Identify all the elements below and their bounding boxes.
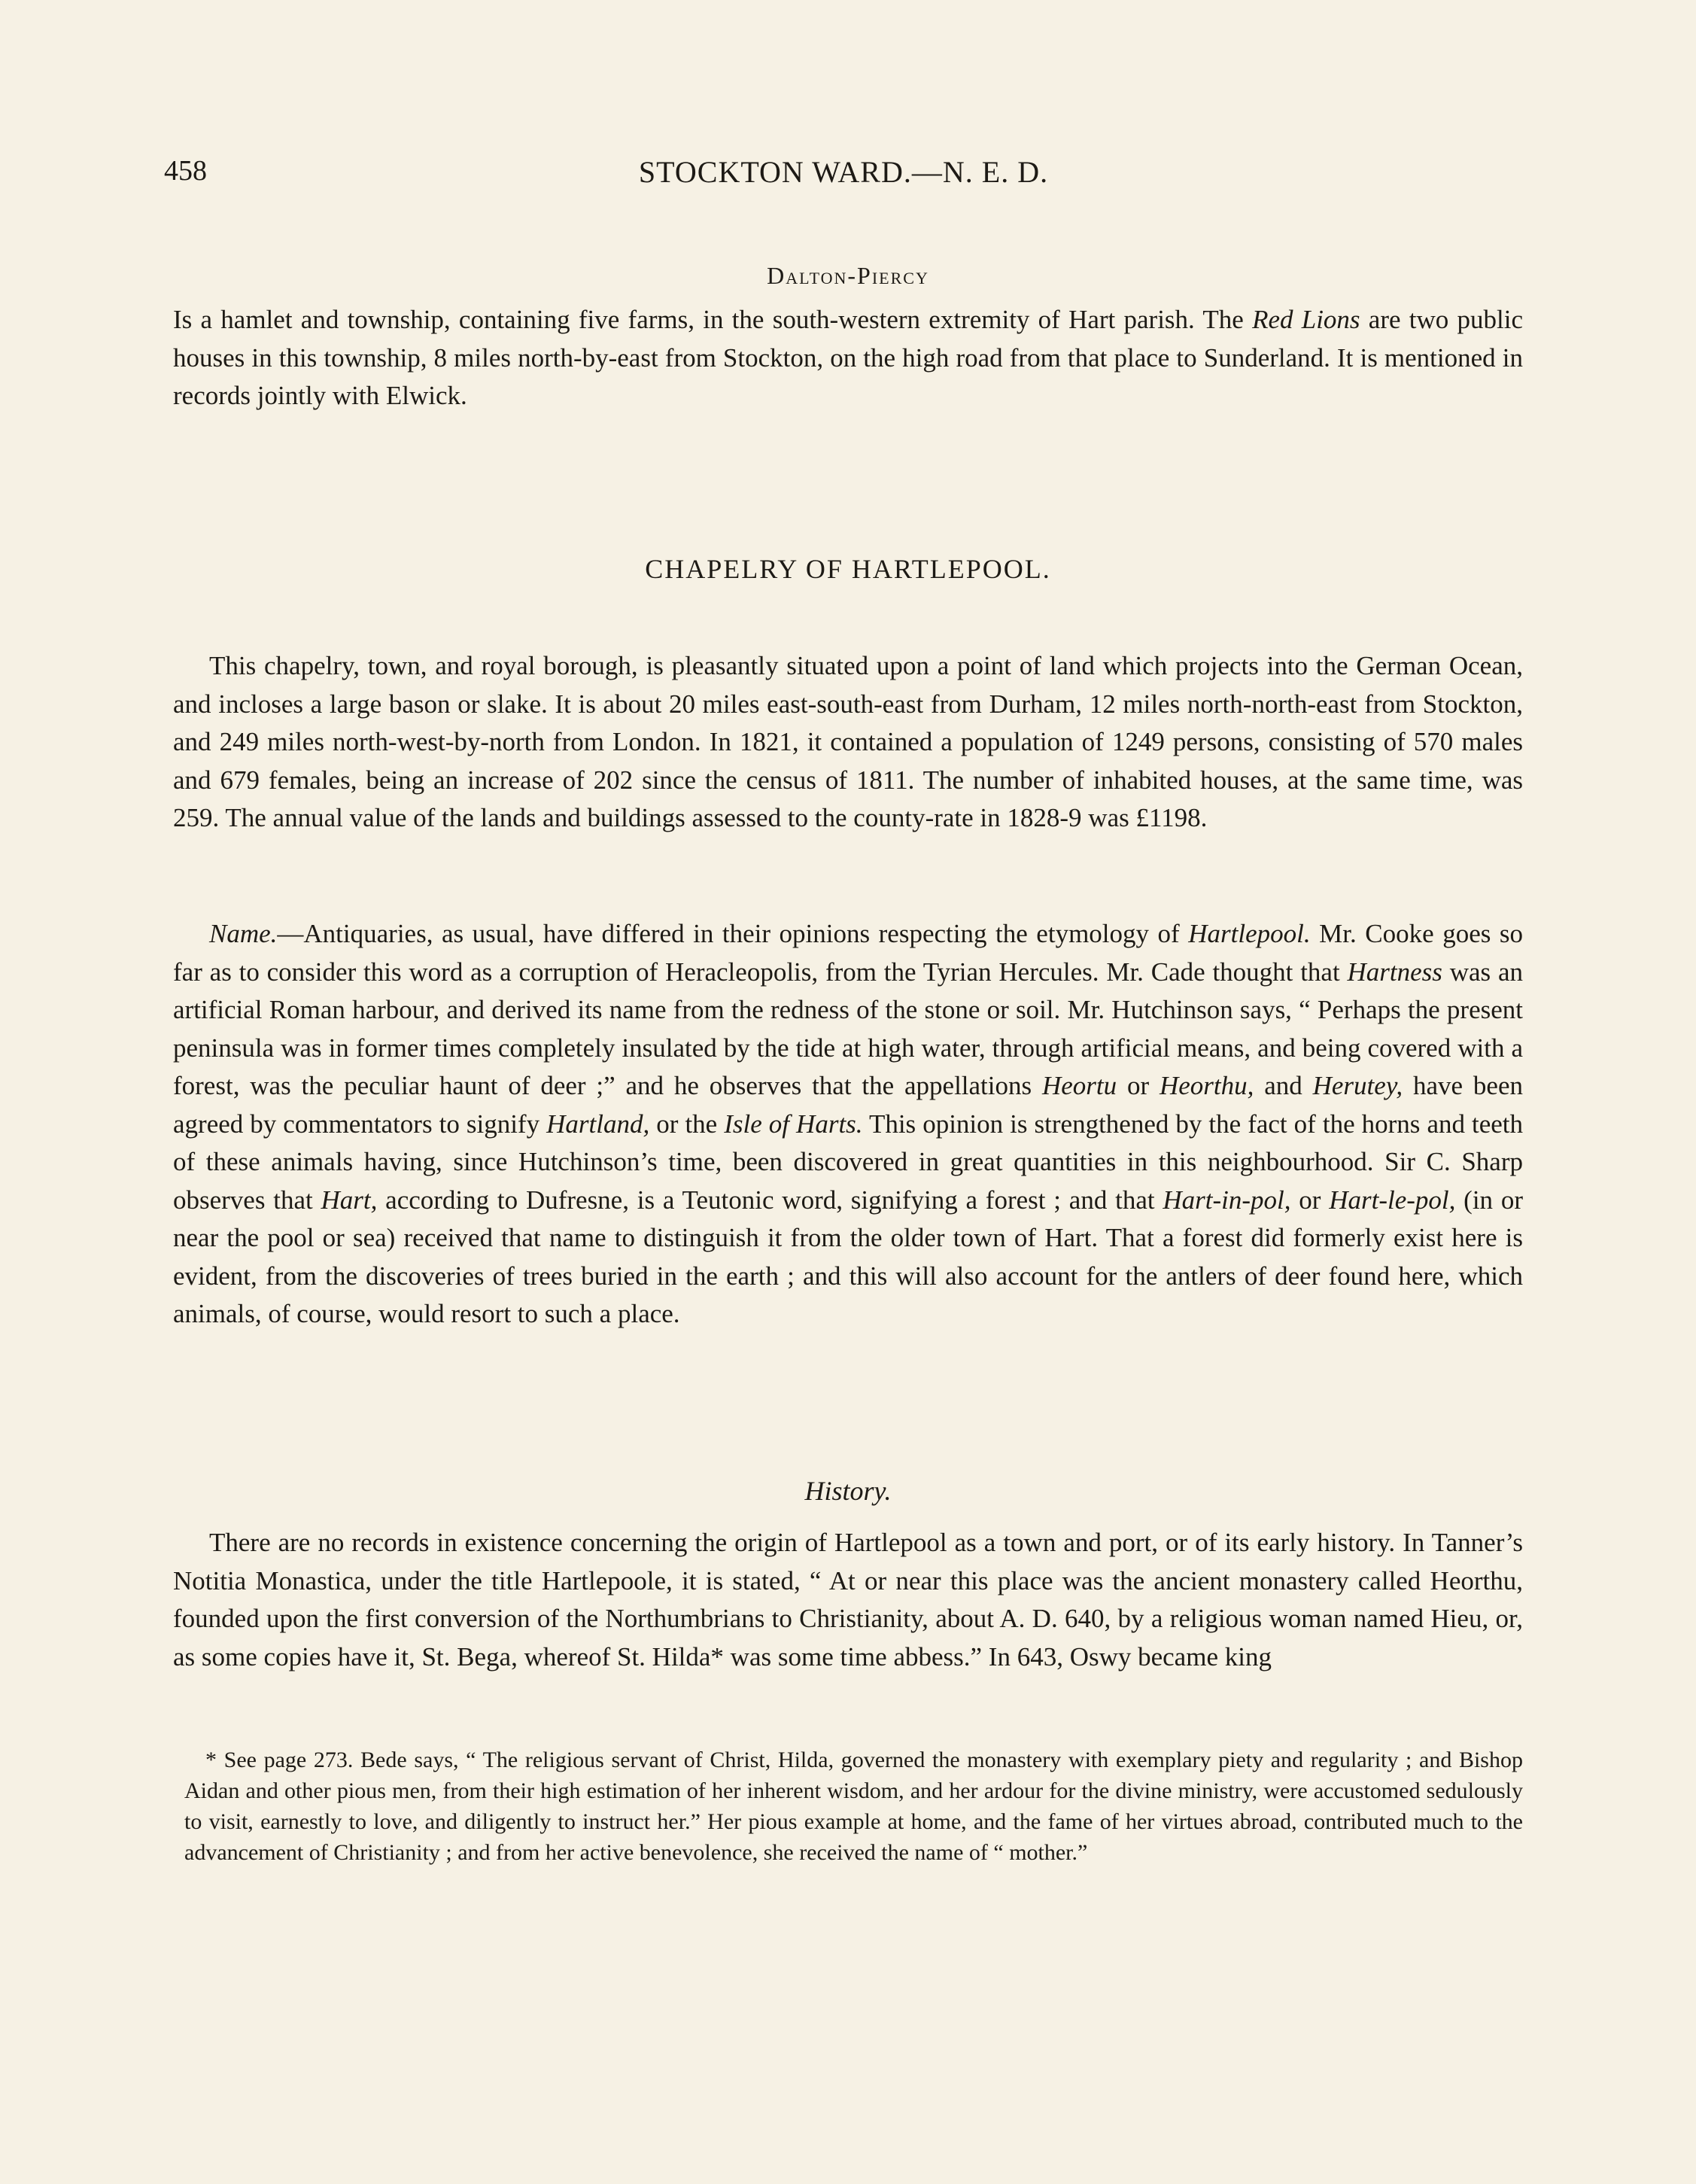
dalton-text-2: are two public houses in this township, 8 miles north-by-east from Stockton, on the high road from that place to Sunderland. It is mentioned in records jointly with Elwick. bbox=[173, 305, 1524, 410]
name-text-8: (in or near the pool or sea) received that name to distinguish it from the older town of Hart. That a forest did formerly exist here is evident, from the discoveries of trees buried in the earth ; and this will also account for the antlers of deer found here, which animals, of course, would resort to such a place. bbox=[173, 1185, 1523, 1328]
name-text-3: was an artificial Roman harbour, and derived its name from the redness of the stone or soil. Mr. Hutchinson says, “ Perhaps the present peninsula was in former times completely insulated by the tide at high water, through artificial means, and being covered with a forest, was the peculiar haunt of deer ;” and he observes that the appellations bbox=[173, 957, 1523, 1100]
name-text-6: This opinion is strengthened by the fact of the horns and teeth of these animals having, since Hutchinson’s time, been discovered in great quantities in this neighbourhood. Sir C. Sharp observes that bbox=[173, 1109, 1524, 1215]
name-or-2: or bbox=[1290, 1185, 1330, 1215]
running-head: STOCKTON WARD.—N. E. D. bbox=[638, 155, 1049, 189]
footnote: * See page 273. Bede says, “ The religious servant of Christ, Hilda, governed the monastery with exemplary piety and regularity ; and Bishop Aidan and other pious men, from their high estimation of her inherent wisdom, and her ardour for the divine ministry, were accustomed sedulously to visit, earnestly to love, and diligently to instruct her.” Her pious example at home, and the fame of her virtues abroad, contributed much to the advancement of Christianity ; and from her active benevolence, she received the name of “ mother.” bbox=[184, 1748, 1523, 1865]
dalton-text-1: Is a hamlet and township, containing five farms, in the south-western extremity of Hart parish. The bbox=[173, 305, 1253, 334]
name-paragraph bbox=[173, 915, 1523, 1334]
italic-heorthu: Heorthu, bbox=[1159, 1071, 1254, 1100]
italic-hart: Hart, bbox=[321, 1185, 378, 1215]
italic-hart-in-pol: Hart-in-pol, bbox=[1163, 1185, 1291, 1215]
dalton-paragraph bbox=[173, 301, 1523, 415]
italic-herutey: Herutey, bbox=[1312, 1071, 1403, 1100]
page-number: 458 bbox=[164, 155, 207, 187]
name-and: and bbox=[1254, 1071, 1313, 1100]
history-paragraph: There are no records in existence concerning the origin of Hartlepool as a town and port, or of its early history. In Tanner’s Notitia Monastica, under the title Hartlepoole, it is stated, “ At or near this place was the ancient monastery called Heorthu, founded upon the first conversion of the Northumbrians to Christianity, about A. D. 640, by a religious woman named Hieu, or, as some copies have it, St. Bega, whereof St. Hilda* was some time abbess.” In 643, Oswy became king bbox=[173, 1528, 1523, 1671]
name-text-4: have been agreed by commentators to signify bbox=[173, 1071, 1524, 1139]
italic-hart-le-pol: Hart-le-pol, bbox=[1329, 1185, 1456, 1215]
name-text-7: according to Dufresne, is a Teutonic word, signifying a forest ; and that bbox=[377, 1185, 1163, 1215]
italic-isle-of-harts: Isle of Harts. bbox=[724, 1109, 863, 1139]
name-or-1: or bbox=[1117, 1071, 1160, 1100]
page-header bbox=[164, 154, 1523, 199]
name-label: Name. bbox=[209, 919, 278, 948]
dalton-piercy-heading: Dalton-Piercy bbox=[767, 262, 929, 289]
history-heading: History. bbox=[804, 1476, 892, 1506]
name-text-5: or the bbox=[649, 1109, 725, 1139]
chapelry-intro-paragraph: This chapelry, town, and royal borough, is pleasantly situated upon a point of land which projects into the German Ocean, and incloses a large bason or slake. It is about 20 miles east-south-east from Durham, 12 miles north-north-east from Stockton, and 249 miles north-west-by-north from London. In 1821, it contained a population of 1249 persons, consisting of 570 males and 679 females, being an increase of 202 since the census of 1811. The number of inhabited houses, at the same time, was 259. The annual value of the lands and buildings assessed to the county-rate in 1828-9 was £1198. bbox=[173, 651, 1523, 832]
italic-hartness: Hartness bbox=[1347, 957, 1442, 987]
chapelry-heading: CHAPELRY OF HARTLEPOOL. bbox=[645, 554, 1051, 584]
italic-hartland: Hartland, bbox=[546, 1109, 650, 1139]
name-text-2: Mr. Cooke goes so far as to consider this word as a corruption of Heracleopolis, from the Tyrian Hercules. Mr. Cade thought that bbox=[173, 919, 1524, 987]
red-lions-italic: Red Lions bbox=[1252, 305, 1360, 334]
italic-hartlepool: Hartlepool. bbox=[1188, 919, 1311, 948]
name-text-1: —Antiquaries, as usual, have differed in their opinions respecting the etymology of bbox=[277, 919, 1189, 948]
italic-heortu: Heortu bbox=[1041, 1071, 1117, 1100]
